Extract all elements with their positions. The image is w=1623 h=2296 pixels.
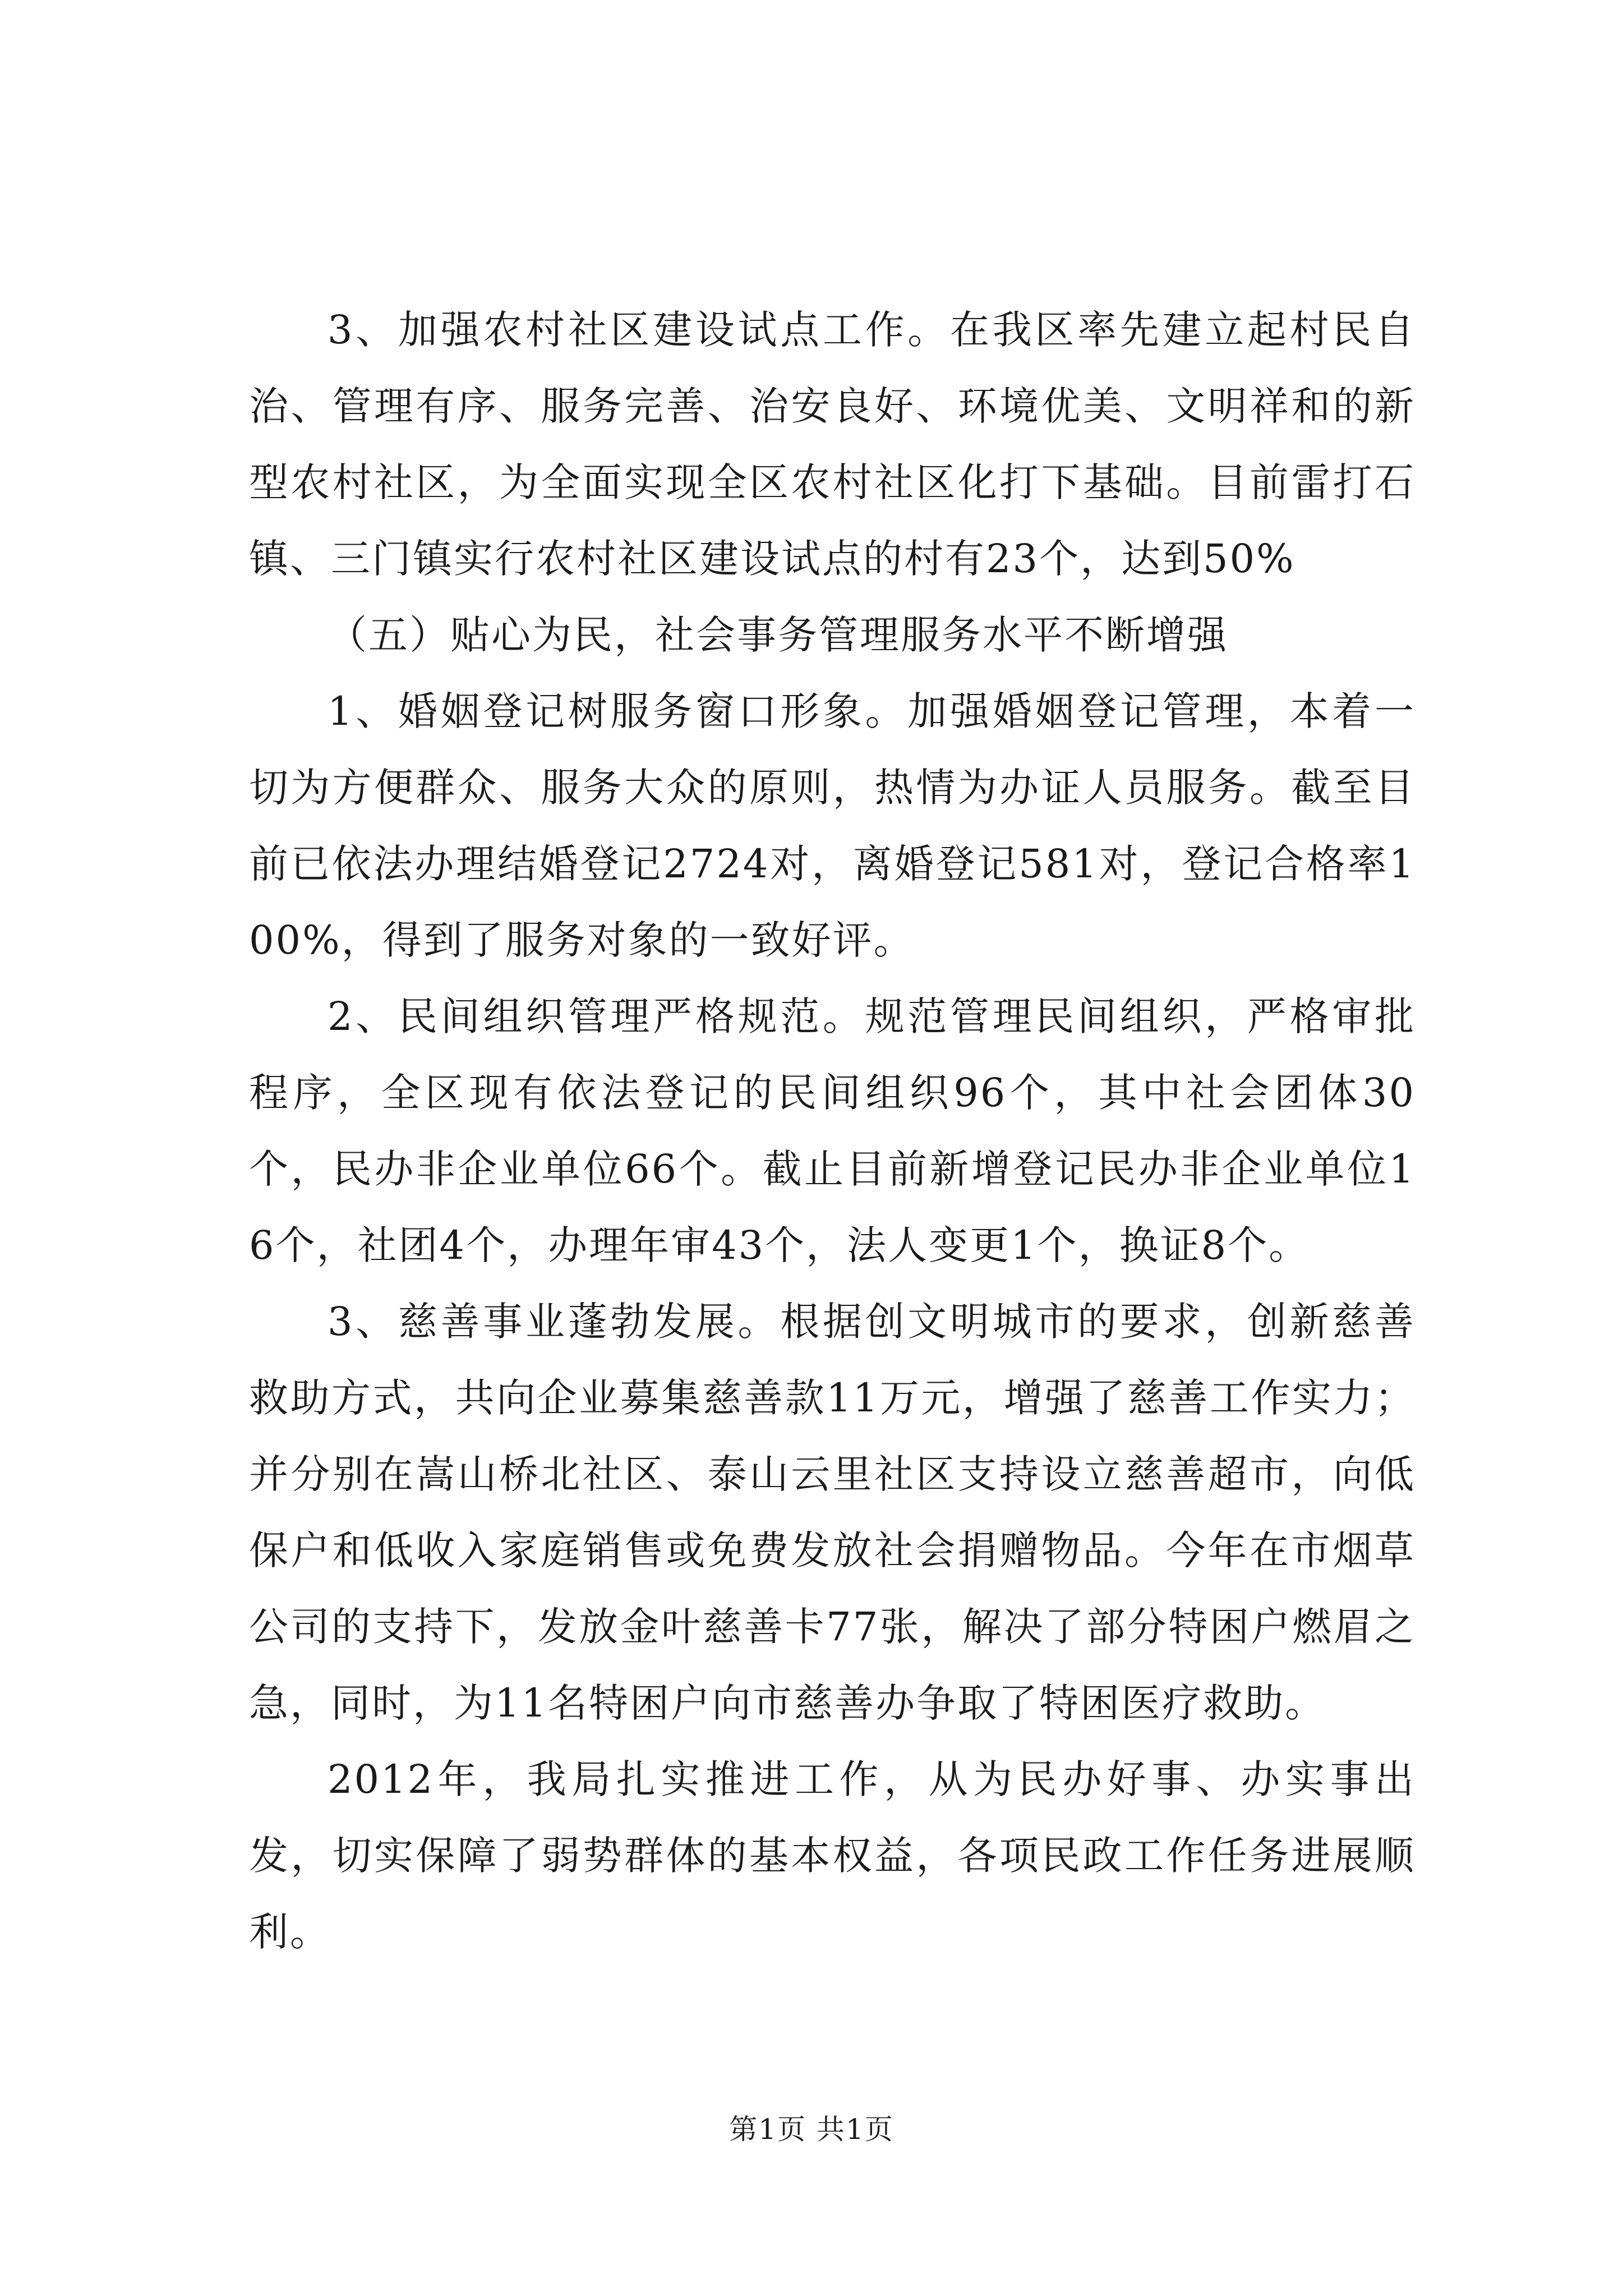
paragraph-civil-organizations: 2、民间组织管理严格规范。规范管理民间组织，严格审批程序，全区现有依法登记的民间组织96个，其中社会团体30个，民办非企业单位66个。截止目前新增登记民办非企业单位16个，社团4个，办理年审43个，法人变更1个，换证8个。	[249, 993, 1415, 1268]
paragraph-summary-2012: 2012年，我局扎实推进工作，从为民办好事、办实事出发，切实保障了弱势群体的基本权益，各项民政工作任务进展顺利。	[249, 1756, 1415, 1955]
document-body	[249, 292, 1415, 1970]
section-heading-social-affairs: （五）贴心为民，社会事务管理服务水平不断增强	[328, 612, 1228, 658]
paragraph-charity: 3、慈善事业蓬勃发展。根据创文明城市的要求，创新慈善救助方式，共向企业募集慈善款11万元，增强了慈善工作实力；并分别在嵩山桥北社区、泰山云里社区支持设立慈善超市，向低保户和低收入家庭销售或免费发放社会捐赠物品。今年在市烟草公司的支持下，发放金叶慈善卡77张，解决了部分特困户燃眉之急，同时，为11名特困户向市慈善办争取了特困医疗救助。	[249, 1299, 1415, 1726]
page-footer: 第1页 共1页	[729, 2113, 894, 2146]
paragraph-marriage-registration: 1、婚姻登记树服务窗口形象。加强婚姻登记管理，本着一切为方便群众、服务大众的原则，热情为办证人员服务。截至目前已依法办理结婚登记2724对，离婚登记581对，登记合格率100%，得到了服务对象的一致好评。	[249, 688, 1415, 963]
paragraph-community-pilot: 3、加强农村社区建设试点工作。在我区率先建立起村民自治、管理有序、服务完善、治安良好、环境优美、文明祥和的新型农村社区，为全面实现全区农村社区化打下基础。目前雷打石镇、三门镇实行农村社区建设试点的村有23个，达到50%	[249, 307, 1415, 582]
